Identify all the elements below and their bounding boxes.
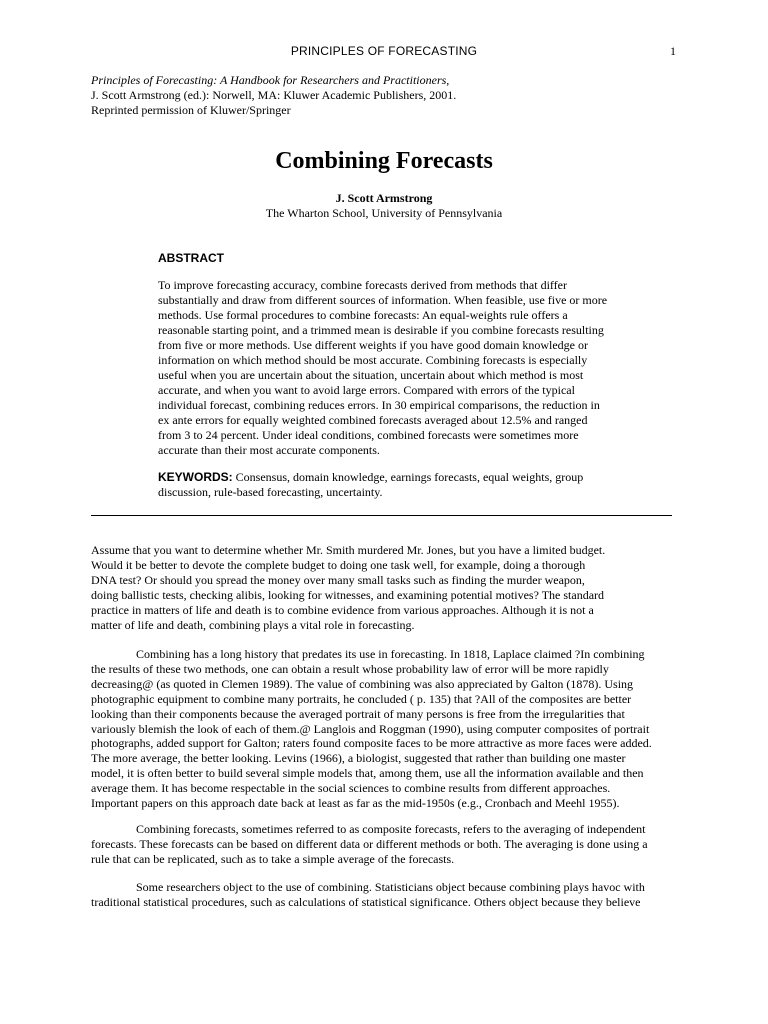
abstract-line: substantially and draw from different sources of information. When feasible, use five or more [158, 293, 608, 307]
body-line: model, it is often better to build several simple models that, among them, use all the information available and then [91, 766, 644, 781]
abstract-text [158, 278, 636, 458]
body-line: practice in matters of life and death is to combine evidence from various approaches. Although it is not a [91, 602, 594, 617]
abstract-line: To improve forecasting accuracy, combine forecasts derived from methods that differ [158, 278, 568, 292]
abstract-line: methods. Use formal procedures to combine forecasts: An equal-weights rule offers a [158, 308, 568, 322]
body-line: average them. It has become respectable in the social sciences to combine results from different approaches. [91, 781, 611, 796]
citation-block [91, 73, 456, 118]
abstract-heading: ABSTRACT [158, 251, 224, 265]
abstract-line: reasonable starting point, and a trimmed mean is desirable if you combine forecasts resulting [158, 323, 604, 337]
citation-book-title: Principles of Forecasting: A Handbook for Researchers and Practitioners, [91, 73, 450, 87]
abstract-line: useful when you are uncertain about the situation, uncertain about which method is most [158, 368, 584, 382]
body-line: looking than their components because the averaged portrait of many persons is free from the irregularities that [91, 706, 625, 721]
body-line: decreasing@ (as quoted in Clemen 1989). The value of combining was also appreciated by Galton (1878). Using [91, 676, 634, 691]
body-line: variously blemish the look of each of them.@ Langlois and Roggman (1990), using computer composites of portrait [91, 721, 650, 736]
author-affiliation: The Wharton School, University of Pennsylvania [265, 206, 503, 220]
abstract-line: accurate than their most accurate components. [158, 443, 380, 457]
body-line: The more average, the better looking. Levins (1966), a biologist, suggested that rather than building one master [91, 751, 626, 766]
keywords-block [158, 470, 636, 500]
running-header: PRINCIPLES OF FORECASTING [290, 44, 478, 58]
author-block [0, 191, 768, 221]
body-line: rule that can be replicated, such as to take a simple average of the forecasts. [91, 851, 455, 866]
body-line: matter of life and death, combining plays a vital role in forecasting. [91, 617, 415, 632]
body-line: Some researchers object to the use of combining. Statisticians object because combining plays havoc with [136, 880, 645, 894]
body-line: forecasts. These forecasts can be based on different data or different methods or both. The averaging is done using a [91, 836, 648, 851]
body-line: DNA test? Or should you spread the money over many small tasks such as finding the murder weapon, [91, 572, 585, 587]
page-number: 1 [670, 44, 676, 58]
body-line: traditional statistical procedures, such as calculations of statistical significance. Others object because they believe [91, 894, 641, 909]
keywords-label: KEYWORDS: [158, 470, 233, 484]
abstract-line: accurate, and when you want to avoid large errors. Compared with errors of the typical [158, 383, 575, 397]
keywords-first-line [158, 470, 636, 485]
paper-title: Combining Forecasts [275, 148, 493, 174]
body-paragraph-1 [91, 543, 681, 632]
body-paragraph-3 [91, 822, 681, 867]
citation-publisher: J. Scott Armstrong (ed.): Norwell, MA: Kluwer Academic Publishers, 2001. [91, 88, 457, 102]
body-line: doing ballistic tests, checking alibis, looking for witnesses, and examining potential motives? The standard [91, 587, 605, 602]
section-divider [91, 515, 672, 516]
body-line: photographs, added support for Galton; raters found composite faces to be more attractive as more faces were added. [91, 736, 652, 751]
body-line: photographic equipment to combine many portraits, he concluded ( p. 135) that ?All of the composites are better [91, 691, 632, 706]
abstract-line: individual forecast, combining reduces errors. In 30 empirical comparisons, the reduction in [158, 398, 600, 412]
abstract-line: ex ante errors for equally weighted combined forecasts averaged about 12.5% and ranged [158, 413, 588, 427]
keywords-second-line: discussion, rule-based forecasting, uncertainty. [158, 485, 383, 499]
author-name: J. Scott Armstrong [335, 191, 433, 205]
abstract-line: from five or more methods. Use different weights if you have good domain knowledge or [158, 338, 589, 352]
abstract-line: from 3 to 24 percent. Under ideal conditions, combined forecasts were sometimes more [158, 428, 579, 442]
body-line: Important papers on this approach date back at least as far as the mid-1950s (e.g., Cronbach and Meehl 1955). [91, 796, 620, 811]
keywords-text: Consensus, domain knowledge, earnings forecasts, equal weights, group [232, 470, 584, 484]
body-line: Assume that you want to determine whether Mr. Smith murdered Mr. Jones, but you have a limited budget. [91, 543, 606, 557]
body-line: Would it be better to devote the complete budget to doing one task well, for example, doing a thorough [91, 557, 586, 572]
citation-permission: Reprinted permission of Kluwer/Springer [91, 103, 291, 117]
body-line: Combining forecasts, sometimes referred to as composite forecasts, refers to the averaging of independent [136, 822, 646, 836]
body-line: Combining has a long history that predates its use in forecasting. In 1818, Laplace claimed ?In combining [136, 647, 645, 661]
body-line: the results of these two methods, one can obtain a result whose probability law of error will be more rapidly [91, 661, 609, 676]
abstract-line: information on which method should be most accurate. Combining forecasts is especially [158, 353, 588, 367]
body-paragraph-4 [91, 880, 681, 910]
body-paragraph-2 [91, 647, 681, 811]
